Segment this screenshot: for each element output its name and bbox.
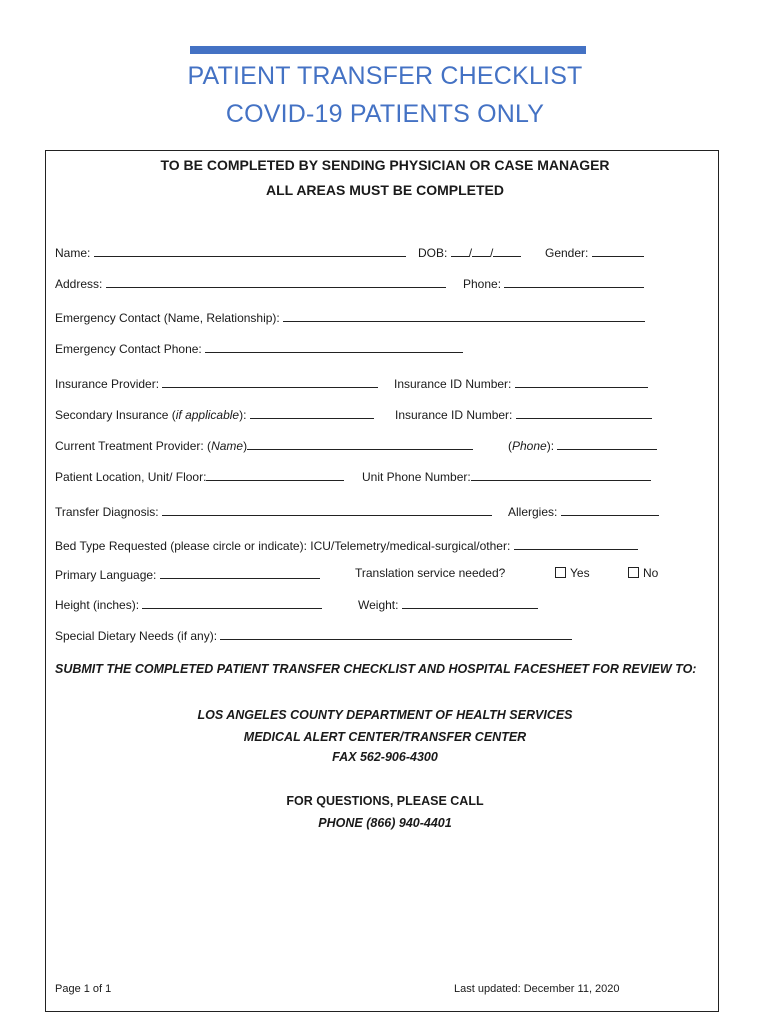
treatment-phone-hint: Phone: [512, 439, 547, 453]
patient-location-row: [55, 468, 344, 484]
bed-type-field[interactable]: [514, 537, 638, 550]
submit-instruction: SUBMIT THE COMPLETED PATIENT TRANSFER CHECKLIST AND HOSPITAL FACESHEET FOR REVIEW TO:: [55, 662, 697, 676]
org-name: LOS ANGELES COUNTY DEPARTMENT OF HEALTH SERVICES: [197, 708, 573, 722]
emergency-phone-row: [55, 340, 463, 356]
unit-phone-label: Unit Phone Number:: [362, 470, 471, 484]
weight-row: [358, 596, 538, 612]
insurance-provider-row: [55, 375, 378, 391]
checkbox-icon[interactable]: [628, 567, 639, 578]
treatment-provider-label: Current Treatment Provider: (: [55, 439, 212, 453]
emergency-phone-label: Emergency Contact Phone:: [55, 342, 202, 356]
name-field[interactable]: [94, 244, 406, 257]
title-accent-bar: [190, 46, 586, 54]
secondary-insurance-qualifier: if applicable: [175, 408, 240, 422]
insurance-id-row: [394, 375, 648, 391]
translation-no-option[interactable]: [628, 566, 658, 580]
insurance-id-field[interactable]: [515, 375, 648, 388]
insurance-id-2-row: [395, 406, 652, 422]
secondary-insurance-label: Secondary Insurance (: [55, 408, 176, 422]
treatment-phone-label-end: ):: [546, 439, 555, 453]
treatment-phone-label: (: [508, 439, 512, 453]
insurance-provider-label: Insurance Provider:: [55, 377, 160, 391]
secondary-insurance-row: [55, 406, 374, 422]
insurance-provider-field[interactable]: [162, 375, 378, 388]
phone-label: Phone:: [463, 277, 502, 291]
translation-yes-option[interactable]: [555, 566, 590, 580]
phone-field[interactable]: [504, 275, 644, 288]
allergies-label: Allergies:: [508, 505, 558, 519]
bed-type-label: Bed Type Requested (please circle or indicate): ICU/Telemetry/medical-surgical/other:: [55, 539, 511, 553]
checkbox-icon[interactable]: [555, 567, 566, 578]
translation-label: Translation service needed?: [355, 566, 506, 580]
height-label: Height (inches):: [55, 598, 140, 612]
treatment-provider-field[interactable]: [247, 437, 473, 450]
dob-day-field[interactable]: [472, 244, 490, 257]
form-subtitle: COVID-19 PATIENTS ONLY: [225, 100, 545, 128]
allergies-row: [508, 503, 659, 519]
emergency-contact-row: [55, 309, 645, 325]
dob-month-field[interactable]: [451, 244, 469, 257]
treatment-provider-row: [55, 437, 473, 453]
instruction-line-1: TO BE COMPLETED BY SENDING PHYSICIAN OR CASE MANAGER: [160, 157, 610, 173]
emergency-contact-label: Emergency Contact (Name, Relationship):: [55, 311, 280, 325]
height-row: [55, 596, 322, 612]
treatment-phone-row: [508, 437, 657, 453]
allergies-field[interactable]: [561, 503, 659, 516]
name-row: [55, 244, 406, 260]
questions-text: FOR QUESTIONS, PLEASE CALL: [286, 794, 484, 808]
instruction-line-2: ALL AREAS MUST BE COMPLETED: [265, 182, 504, 198]
page-number: Page 1 of 1: [55, 983, 112, 995]
emergency-contact-field[interactable]: [283, 309, 645, 322]
name-label: Name:: [55, 246, 91, 260]
address-label: Address:: [55, 277, 103, 291]
dob-row: DOB: / /: [418, 244, 521, 260]
unit-phone-field[interactable]: [471, 468, 651, 481]
insurance-id-2-field[interactable]: [516, 406, 652, 419]
bed-type-row: [55, 537, 638, 553]
treatment-phone-field[interactable]: [557, 437, 657, 450]
transfer-center-name: MEDICAL ALERT CENTER/TRANSFER CENTER: [243, 730, 527, 744]
weight-field[interactable]: [402, 596, 538, 609]
fax-number: FAX 562-906-4300: [332, 750, 438, 764]
phone-row: [463, 275, 644, 291]
dietary-row: [55, 627, 572, 643]
primary-language-field[interactable]: [160, 566, 320, 579]
contact-phone: PHONE (866) 940-4401: [318, 816, 452, 830]
dietary-label: Special Dietary Needs (if any):: [55, 629, 218, 643]
primary-language-row: [55, 566, 320, 582]
primary-language-label: Primary Language:: [55, 568, 157, 582]
secondary-insurance-field[interactable]: [250, 406, 374, 419]
dietary-field[interactable]: [220, 627, 572, 640]
treatment-provider-label-end: ): [243, 439, 248, 453]
patient-location-field[interactable]: [206, 468, 344, 481]
dob-label: DOB:: [418, 246, 448, 260]
transfer-diagnosis-label: Transfer Diagnosis:: [55, 505, 159, 519]
insurance-id-label: Insurance ID Number:: [394, 377, 512, 391]
gender-label: Gender:: [545, 246, 589, 260]
form-title: PATIENT TRANSFER CHECKLIST: [187, 62, 583, 90]
dob-year-field[interactable]: [493, 244, 521, 257]
transfer-diagnosis-row: [55, 503, 492, 519]
gender-row: [545, 244, 644, 260]
treatment-provider-name-hint: Name: [211, 439, 244, 453]
translation-yes-label: Yes: [570, 566, 590, 580]
height-field[interactable]: [142, 596, 322, 609]
translation-no-label: No: [643, 566, 659, 580]
insurance-id-2-label: Insurance ID Number:: [395, 408, 513, 422]
patient-location-label: Patient Location, Unit/ Floor:: [55, 470, 207, 484]
gender-field[interactable]: [592, 244, 644, 257]
secondary-insurance-label-end: ):: [239, 408, 247, 422]
address-field[interactable]: [106, 275, 446, 288]
unit-phone-row: [362, 468, 651, 484]
weight-label: Weight:: [358, 598, 399, 612]
last-updated: Last updated: December 11, 2020: [454, 983, 620, 995]
address-row: [55, 275, 446, 291]
emergency-phone-field[interactable]: [205, 340, 463, 353]
transfer-diagnosis-field[interactable]: [162, 503, 492, 516]
